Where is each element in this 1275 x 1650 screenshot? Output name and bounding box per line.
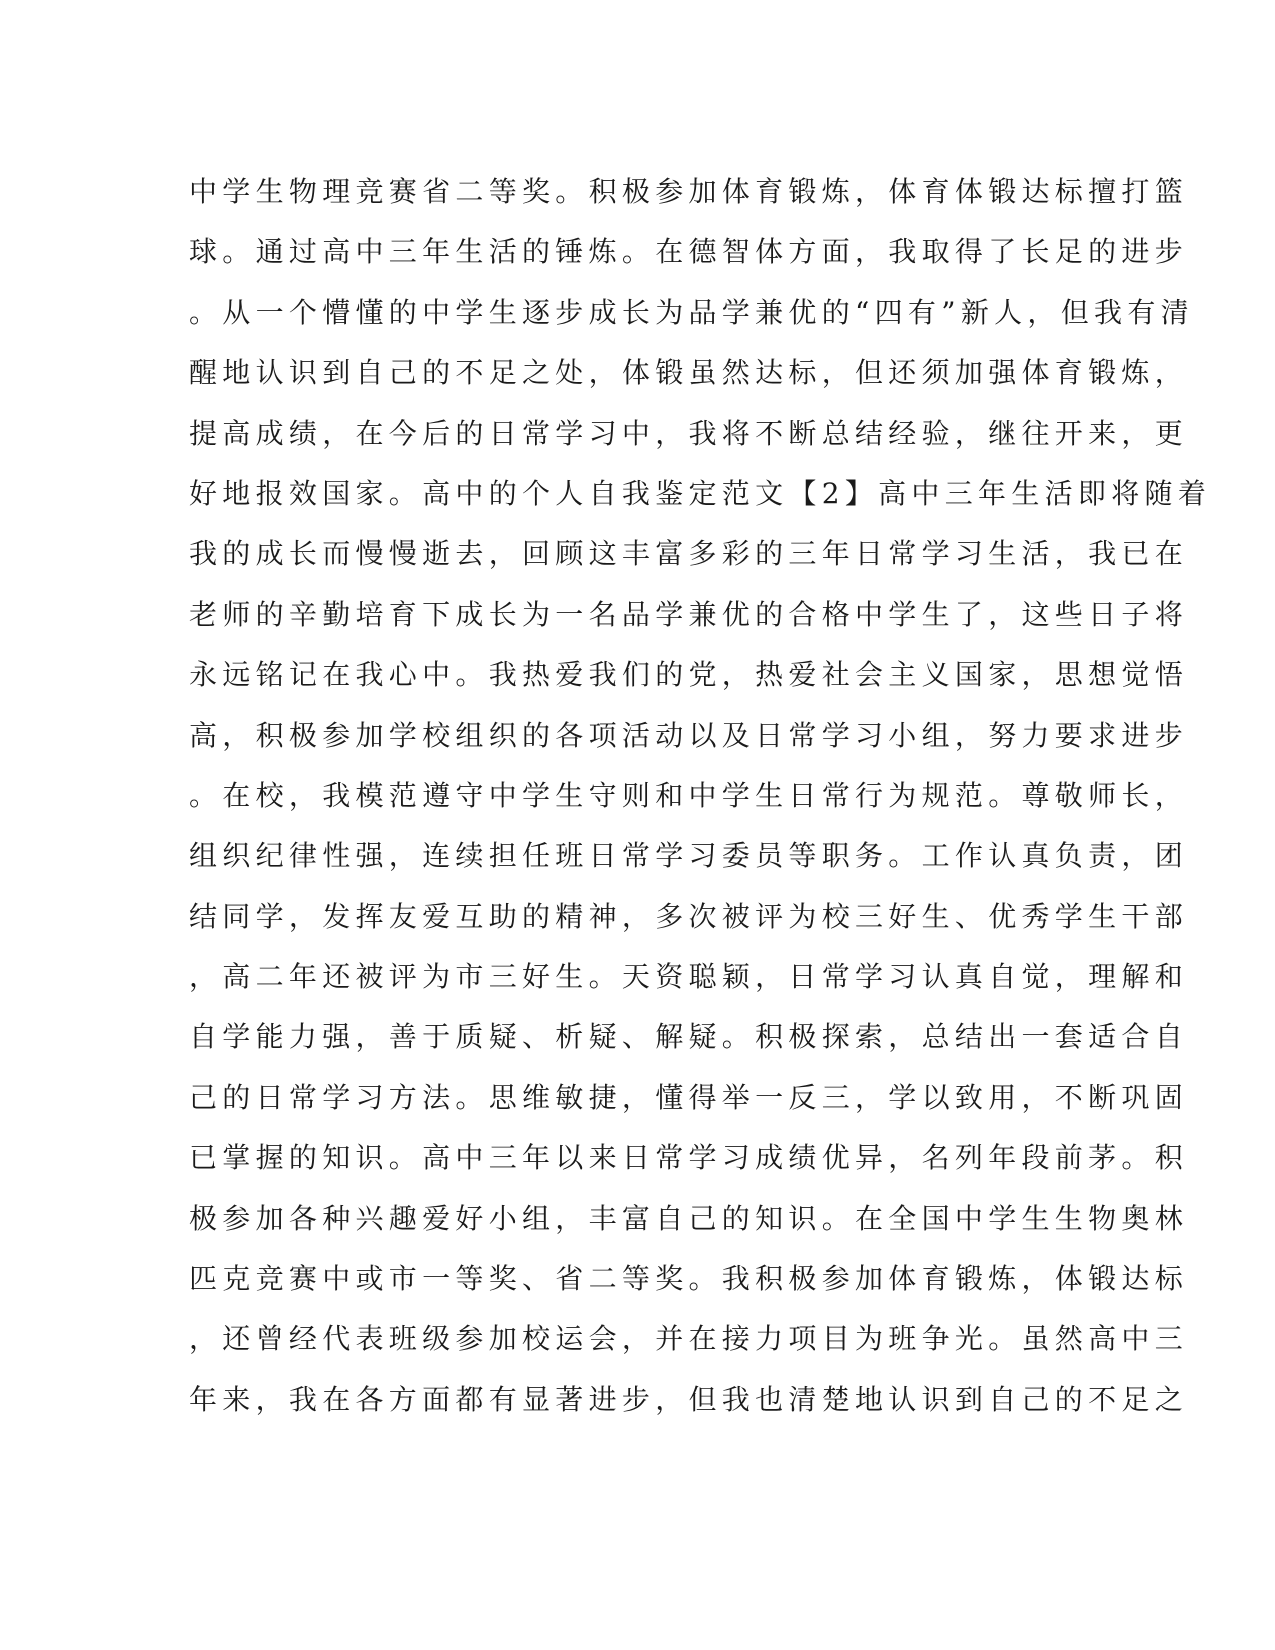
text-line: 组织纪律性强，连续担任班日常学习委员等职务。工作认真负责，团 <box>189 839 1189 873</box>
text-line: ，高二年还被评为市三好生。天资聪颖，日常学习认真自觉，理解和 <box>189 960 1189 994</box>
text-line: 醒地认识到自己的不足之处，体锻虽然达标，但还须加强体育锻炼， <box>189 356 1189 390</box>
text-line: 极参加各种兴趣爱好小组，丰富自己的知识。在全国中学生生物奥林 <box>189 1201 1189 1235</box>
text-line: 提高成绩，在今后的日常学习中，我将不断总结经验，继往开来，更 <box>189 416 1189 450</box>
text-line: 自学能力强，善于质疑、析疑、解疑。积极探索，总结出一套适合自 <box>189 1020 1189 1054</box>
text-line: 己的日常学习方法。思维敏捷，懂得举一反三，学以致用，不断巩固 <box>189 1080 1189 1114</box>
text-line: 匹克竞赛中或市一等奖、省二等奖。我积极参加体育锻炼，体锻达标 <box>189 1262 1189 1296</box>
text-line: ，还曾经代表班级参加校运会，并在接力项目为班争光。虽然高中三 <box>189 1322 1189 1356</box>
text-line: 球。通过高中三年生活的锤炼。在德智体方面，我取得了长足的进步 <box>189 235 1189 269</box>
text-line: 中学生物理竞赛省二等奖。积极参加体育锻炼，体育体锻达标擅打篮 <box>189 175 1189 208</box>
text-line: 结同学，发挥友爱互助的精神，多次被评为校三好生、优秀学生干部 <box>189 899 1189 933</box>
text-line: 老师的辛勤培育下成长为一名品学兼优的合格中学生了，这些日子将 <box>189 597 1189 631</box>
body-text <box>189 162 1212 1430</box>
text-line: 我的成长而慢慢逝去，回顾这丰富多彩的三年日常学习生活，我已在 <box>189 537 1189 571</box>
text-line: 已掌握的知识。高中三年以来日常学习成绩优异，名列年段前茅。积 <box>189 1141 1189 1175</box>
text-line: 。在校，我模范遵守中学生守则和中学生日常行为规范。尊敬师长， <box>189 778 1189 812</box>
text-line: 好地报效国家。高中的个人自我鉴定范文【2】高中三年生活即将随着 <box>189 476 1212 510</box>
text-line: 高，积极参加学校组织的各项活动以及日常学习小组，努力要求进步 <box>189 718 1189 752</box>
text-line: 年来，我在各方面都有显著进步，但我也清楚地认识到自己的不足之 <box>189 1382 1189 1416</box>
text-line: 永远铭记在我心中。我热爱我们的党，热爱社会主义国家，思想觉悟 <box>189 658 1189 692</box>
text-line: 。从一个懵懂的中学生逐步成长为品学兼优的“四有”新人，但我有清 <box>189 295 1194 329</box>
